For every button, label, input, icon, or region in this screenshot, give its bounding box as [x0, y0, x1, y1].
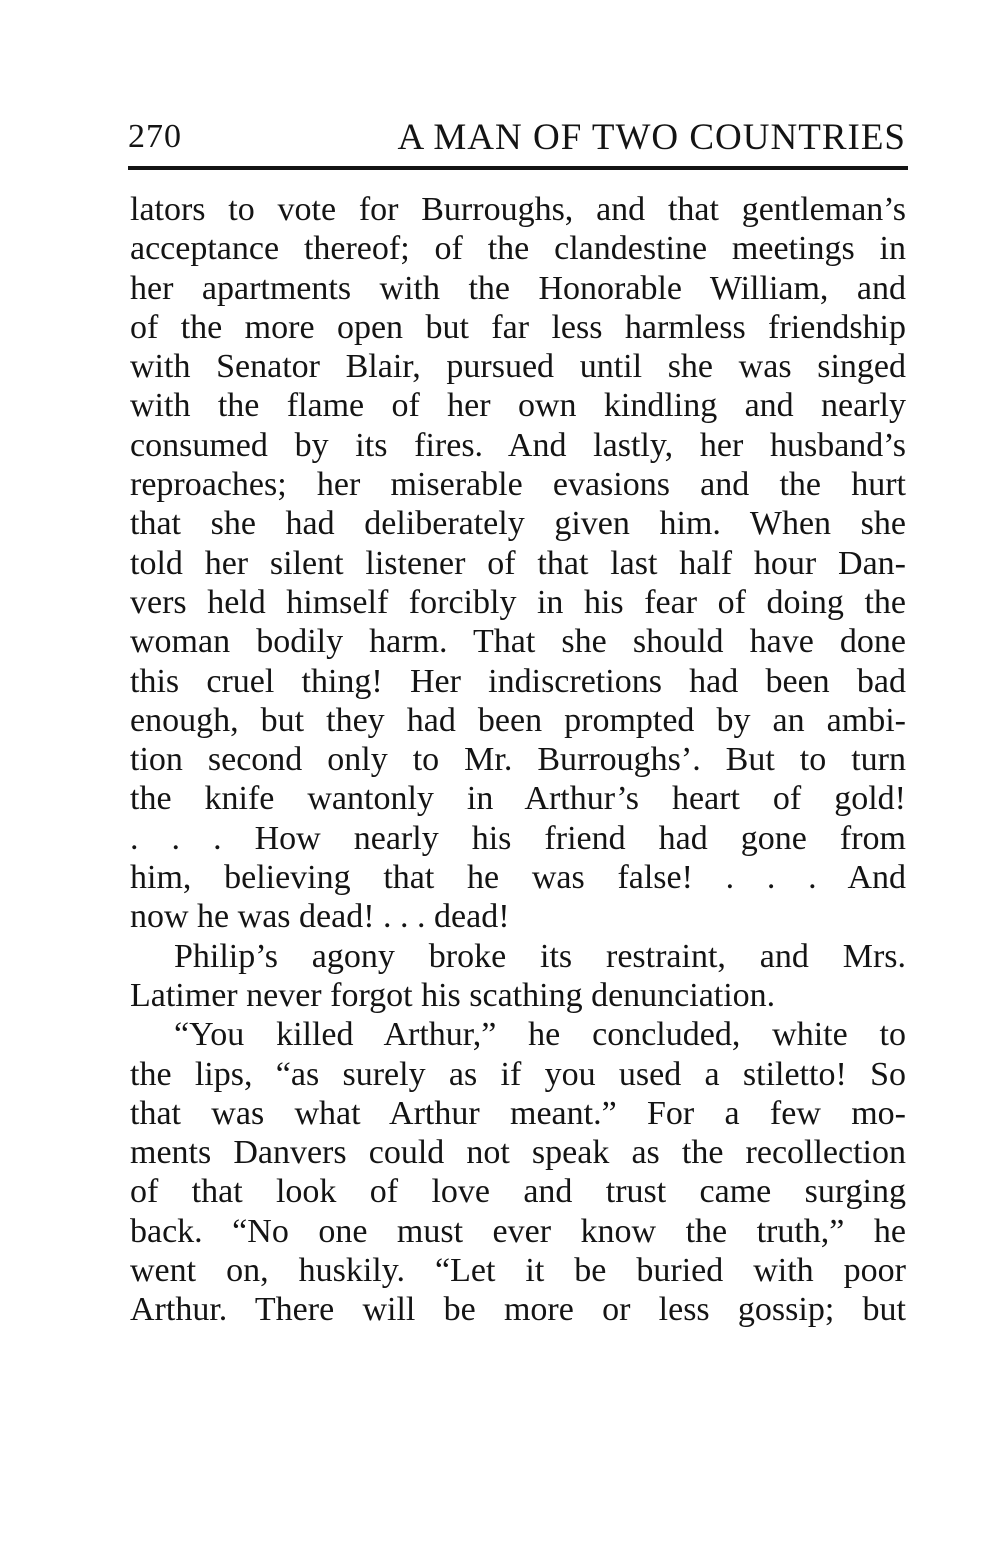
text-line: of the more open but far less harmless friendship: [130, 308, 906, 346]
text-line: Latimer never forgot his scathing denunciation.: [130, 976, 776, 1014]
text-line: Arthur. There will be more or less gossip; but: [130, 1291, 906, 1329]
text-line: the knife wantonly in Arthur’s heart of gold!: [130, 780, 906, 818]
text-line: lators to vote for Burroughs, and that gentleman’s: [130, 191, 906, 228]
page-number: 270: [128, 118, 182, 155]
text-line: enough, but they had been prompted by an ambi-: [130, 701, 906, 739]
text-line: that she had deliberately given him. When she: [130, 505, 906, 543]
text-line: her apartments with the Honorable William, and: [130, 269, 906, 307]
text-line: vers held himself forcibly in his fear of doing the: [130, 583, 906, 621]
page-header: [128, 112, 908, 170]
text-line: reproaches; her miserable evasions and the hurt: [130, 466, 906, 504]
text-line: back. “No one must ever know the truth,” he: [130, 1212, 906, 1250]
text-line: . . . How nearly his friend had gone from: [130, 819, 906, 857]
text-line: now he was dead! . . . dead!: [130, 898, 510, 936]
text-line: ments Danvers could not speak as the recollection: [130, 1134, 906, 1172]
text-line: told her silent listener of that last half hour Dan-: [130, 544, 906, 582]
text-line: consumed by its fires. And lastly, her husband’s: [130, 426, 906, 464]
text-line: tion second only to Mr. Burroughs’. But to turn: [130, 741, 906, 779]
text-line: “You killed Arthur,” he concluded, white to: [174, 1016, 906, 1054]
text-line: the lips, “as surely as if you used a stiletto! So: [130, 1055, 906, 1093]
text-line: with the flame of her own kindling and nearly: [130, 387, 906, 425]
text-line: with Senator Blair, pursued until she was singed: [130, 348, 906, 386]
text-line: that was what Arthur meant.” For a few mo-: [130, 1094, 906, 1132]
text-line: went on, huskily. “Let it be buried with poor: [130, 1252, 906, 1290]
text-line: this cruel thing! Her indiscretions had been bad: [130, 662, 906, 700]
text-line: Philip’s agony broke its restraint, and Mrs.: [174, 937, 906, 975]
text-line: acceptance thereof; of the clandestine meetings in: [130, 230, 906, 268]
body-text: [130, 190, 906, 1330]
text-line: of that look of love and trust came surging: [130, 1173, 906, 1211]
running-title: A MAN OF TWO COUNTRIES: [397, 117, 906, 158]
text-line: woman bodily harm. That she should have done: [130, 623, 906, 661]
text-line: him, believing that he was false! . . . And: [130, 859, 906, 897]
